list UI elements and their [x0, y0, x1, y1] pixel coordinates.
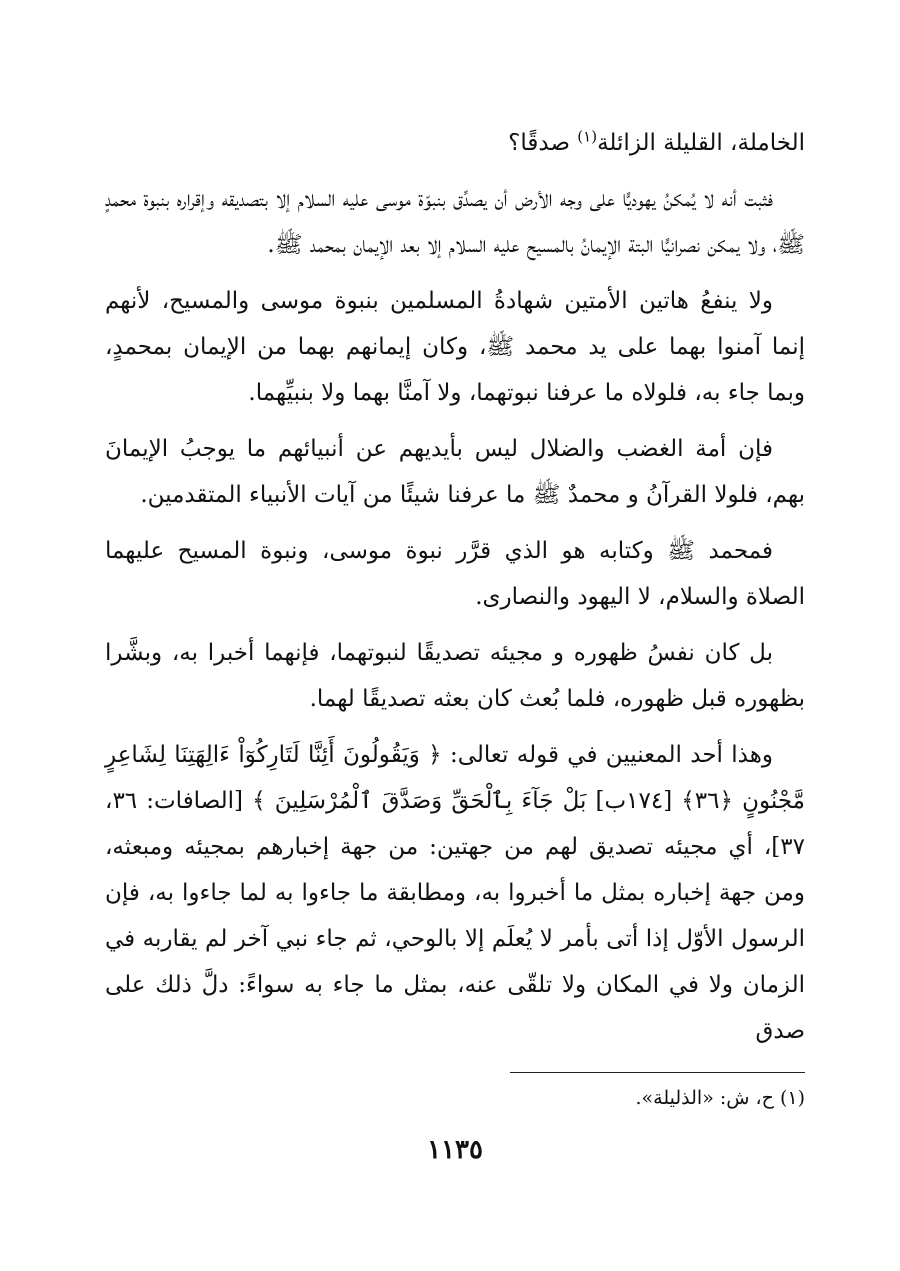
- paragraph-6: بل كان نفسُ ظهوره و مجيئه تصديقًا لنبوتهما، فإنهما أخبرا به، وبشَّرا بظهوره قبل ظهوره، فلما بُعث كان بعثه تصديقًا لهما.: [105, 640, 805, 712]
- footnote: (١) ح، ش: «الذليلة».: [635, 1087, 805, 1109]
- paragraph-5: فمحمد ﷺ وكتابه هو الذي قرَّر نبوة موسى، ونبوة المسيح عليهما الصلاة والسلام، لا اليهود والنصارى.: [105, 538, 805, 610]
- paragraph-7: وهذا أحد المعنيين في قوله تعالى: ﴿ وَيَقُولُونَ أَئِنَّا لَتَارِكُوٓاْ ءَالِهَتِنَا لِشَاعِرٍ مَّجْنُونٍ ﴿٣٦﴾ [١٧٤ب] بَلْ جَآءَ بِٱلْحَقِّ وَصَدَّقَ ٱلْمُرْسَلِينَ ﴾ [الصافات: ٣٦، ٣٧]، أي مجيئه تصديق لهم من جهتين: من جهة إخبارهم بمجيئه ومبعثه، ومن جهة إخباره بمثل ما أخبروا به، ومطابقة ما جاءوا به لما جاءوا به، فإن الرسول الأوّل إذا أتى بأمر لا يُعلَم إلا بالوحي، ثم جاء نبي آخر لم يقاربه في الزمان ولا في المكان ولا تلقّى عنه، بمثل ما جاء به سواءً: دلَّ ذلك على صدق: [105, 742, 805, 1044]
- page-number: ١١٣٥: [427, 1135, 483, 1165]
- paragraph-2: فثبت أنه لا يُمكنُ يهوديًّا على وجه الأرض أن يصدِّق بنبوّة موسى عليه السلام إلا بتصديقه وإقراره بنبوة محمدٍ ﷺ، ولا يمكن نصرانيًّا البتة الإيمانُ بالمسيح عليه السلام إلا بعد الإيمان بمحمد ﷺ.: [105, 186, 805, 258]
- page-body: [105, 120, 805, 1165]
- paragraph-3: ولا ينفعُ هاتين الأمتين شهادةُ المسلمين بنبوة موسى والمسيح، لأنهم إنما آمنوا بهما على يد محمد ﷺ، وكان إيمانهم بهما من الإيمان بمحمدٍ، وبما جاء به، فلولاه ما عرفنا نبوتهما، ولا آمنَّا بهما ولا بنبيِّهما.: [105, 288, 805, 406]
- footnote-reference[interactable]: (١): [577, 127, 598, 146]
- paragraph-1-tail: صدقًا؟: [508, 130, 578, 156]
- paragraph-1-text: الخاملة، القليلة الزائلة: [597, 130, 805, 156]
- footnote-divider: [510, 1072, 805, 1073]
- paragraph-4: فإن أمة الغضب والضلال ليس بأيديهم عن أنبيائهم ما يوجبُ الإيمانَ بهم، فلولا القرآنُ و محمدٌ ﷺ ما عرفنا شيئًا من آيات الأنبياء المتقدمين.: [105, 436, 805, 508]
- paragraph-1: [105, 120, 805, 166]
